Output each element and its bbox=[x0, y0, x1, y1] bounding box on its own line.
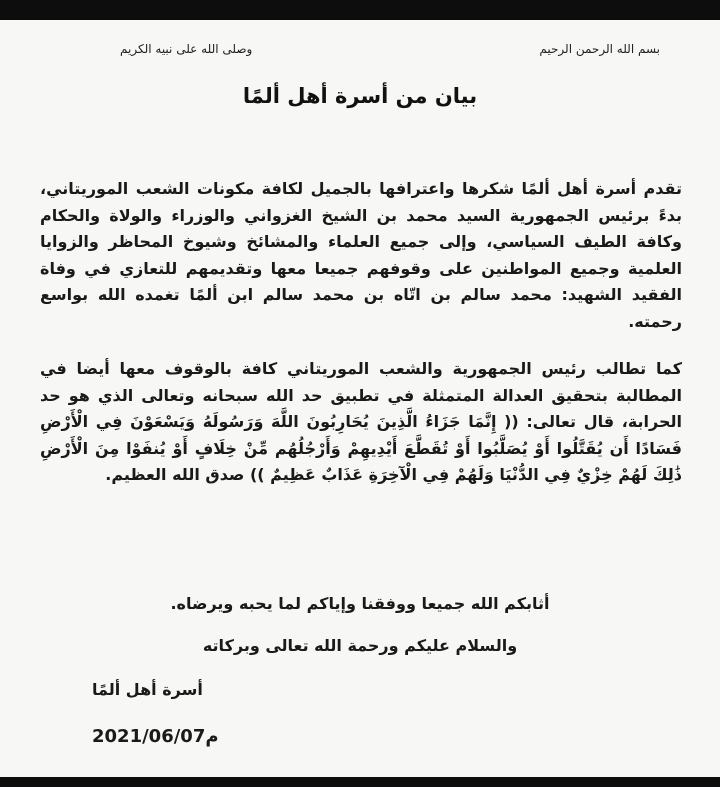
top-black-border bbox=[0, 0, 720, 20]
bottom-black-border bbox=[0, 777, 720, 787]
signature: أسرة أهل ألمًا bbox=[92, 680, 203, 699]
paragraph-demand: كما تطالب رئيس الجمهورية والشعب الموريتاني كافة بالوقوف معها أيضا في المطالبة بتحقيق العدالة المتمثلة في تطبيق حد الله سبحانه وتعالى الذي هو حد الحرابة، قال تعالى: (( إِنَّمَا جَزَاءُ الَّذِينَ يُحَارِبُونَ اللَّهَ وَرَسُولَهُ وَيَسْعَوْنَ فِي الْأَرْضِ فَسَادًا أَن يُقَتَّلُوا أَوْ يُصَلَّبُوا أَوْ تُقَطَّعَ أَيْدِيهِمْ وَأَرْجُلُهُم مِّنْ خِلَافٍ أَوْ يُنفَوْا مِنَ الْأَرْضِ ذَٰلِكَ لَهُمْ خِزْيٌ فِي الدُّنْيَا وَلَهُمْ فِي الْآخِرَةِ عَذَابٌ عَظِيمٌ )) صدق الله العظيم. bbox=[40, 359, 682, 484]
paragraph-thanks: تقدم أسرة أهل ألمًا شكرها واعترافها بالجميل لكافة مكونات الشعب الموريتاني، بدءً برئيس الجمهورية السيد محمد بن الشيخ الغزواني والوزراء والولاة والحكام وكافة الطيف السياسي، وإلى جميع العلماء والمشائخ وشيوخ المحاظر والزوايا العلمية وجميع المواطنين على وقوفهم جميعا معها وتقديمهم للتعازي في وفاة الفقيد الشهيد: محمد سالم بن اتّاه بن محمد سالم ابن ألمًا تغمده الله بواسع رحمته. bbox=[40, 179, 682, 331]
closing-greeting: والسلام عليكم ورحمة الله تعالى وبركاته bbox=[202, 636, 518, 655]
document-page bbox=[0, 20, 720, 777]
closing-prayer: أثابكم الله جميعا ووفقنا وإياكم لما يحبه ويرضاه. bbox=[170, 594, 550, 613]
document-date: 2021/06/07م bbox=[92, 726, 219, 747]
salawat: وصلى الله على نبيه الكريم bbox=[120, 42, 253, 56]
document-title: بيان من أسرة أهل ألمًا bbox=[242, 84, 478, 108]
document-header bbox=[120, 42, 660, 56]
basmala: بسم الله الرحمن الرحيم bbox=[539, 42, 660, 56]
